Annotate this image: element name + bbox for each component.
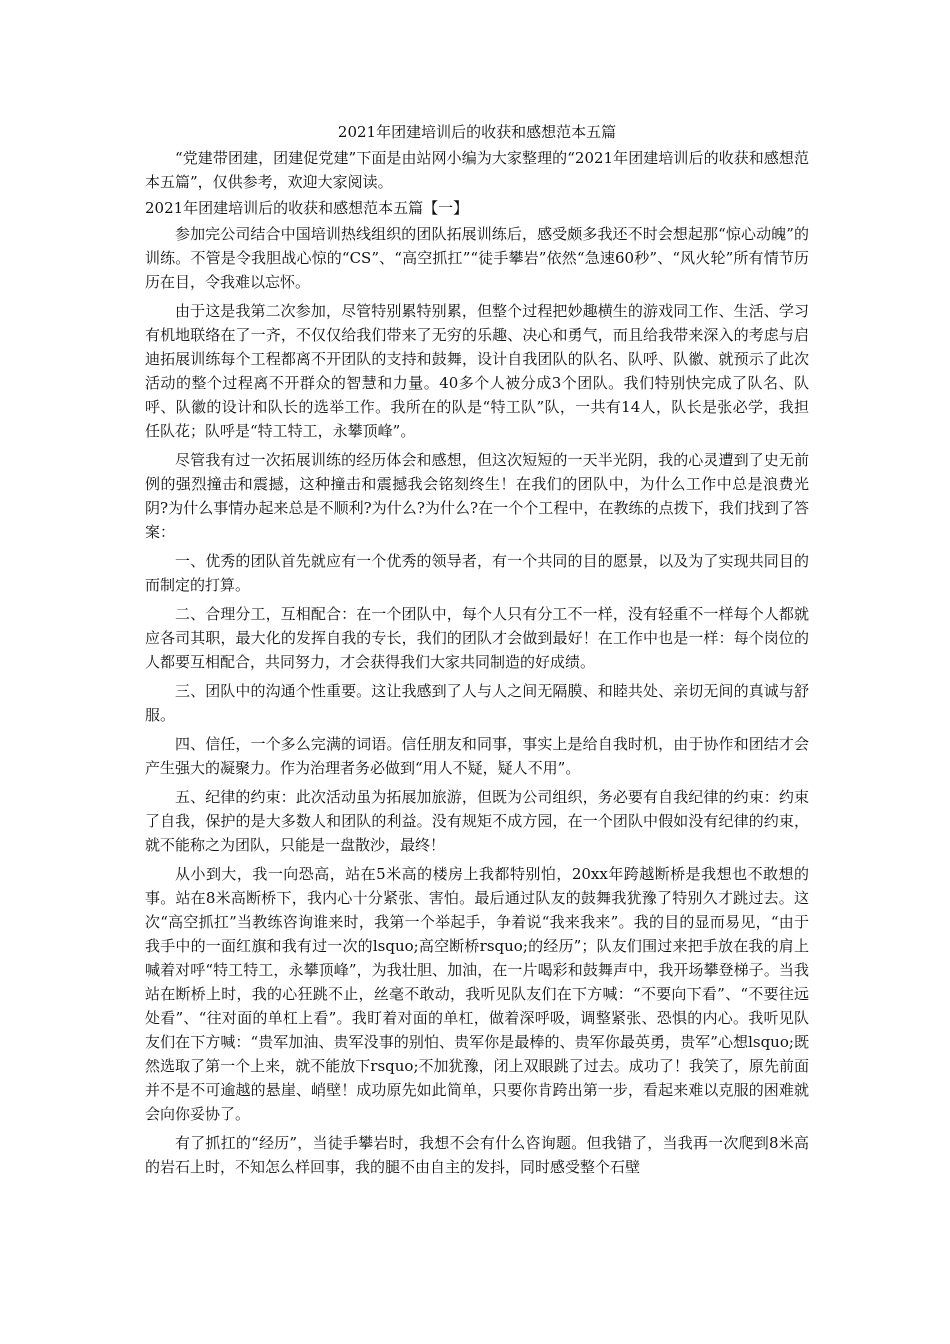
document-page xyxy=(145,120,809,1184)
body-paragraph: 二、合理分工，互相配合：在一个团队中，每个人只有分工不一样，没有轻重不一样每个人都就应各司其职，最大化的发挥自我的专长，我们的团队才会做到最好！在工作中也是一样：每个岗位的人都要互相配合，共同努力，才会获得我们大家共同制造的好成绩。 xyxy=(145,605,809,671)
body-paragraph: 参加完公司结合中国培训热线组织的团队拓展训练后，感受颇多我还不时会想起那“惊心动魄”的训练。不管是令我胆战心惊的“CS”、“高空抓扛”“徒手攀岩”依然“急速60秒”、“风火轮”所有情节历历在目，令我难以忘怀。 xyxy=(145,225,809,291)
body-paragraph: 从小到大，我一向恐高，站在5米高的楼房上我都特别怕，20xx年跨越断桥是我想也不敢想的事。站在8米高断桥下，我内心十分紧张、害怕。最后通过队友的鼓舞我犹豫了特别久才跳过去。这次“高空抓扛”当教练咨询谁来时，我第一个举起手，争着说“我来我来”。我的目的显而易见，“由于我手中的一面红旗和我有过一次的lsquo;高空断桥rsquo;的经历”；队友们围过来把手放在我的肩上喊着对呼“特工特工，永攀顶峰”，为我壮胆、加油，在一片喝彩和鼓舞声中，我开场攀登梯子。当我站在断桥上时，我的心狂跳不止，丝毫不敢动，我听见队友们在下方喊：“不要向下看”、“不要往远处看”、“往对面的单杠上看”。我盯着对面的单杠，做着深呼吸，调整紧张、恐惧的内心。我听见队友们在下方喊：“贵军加油、贵军没事的别怕、贵军你是最棒的、贵军你最英勇，贵军”心想lsquo;既然选取了第一个上来，就不能放下rsquo;不加犹豫，闭上双眼跳了过去。成功了！我笑了，原先前面并不是不可逾越的悬崖、峭壁！成功原先如此简单，只要你肯跨出第一步，看起来难以克服的困难就会向你妥协了。 xyxy=(145,865,809,1123)
body-paragraph: 四、信任，一个多么完满的词语。信任朋友和同事，事实上是给自我时机，由于协作和团结才会产生强大的凝聚力。作为治理者务必做到“用人不疑，疑人不用”。 xyxy=(145,735,809,777)
document-title: 2021年团建培训后的收获和感想范本五篇 xyxy=(337,123,617,141)
body-paragraph: 有了抓扛的“经历”，当徒手攀岩时，我想不会有什么咨询题。但我错了，当我再一次爬到8米高的岩石上时，不知怎么样回事，我的腿不由自主的发抖，同时感受整个石壁 xyxy=(145,1134,809,1176)
intro-paragraph: “党建带团建，团建促党建”下面是由站网小编为大家整理的“2021年团建培训后的收获和感想范本五篇”，仅供参考，欢迎大家阅读。 xyxy=(145,149,809,191)
section-heading: 2021年团建培训后的收获和感想范本五篇【一】 xyxy=(145,199,469,217)
body-paragraph: 一、优秀的团队首先就应有一个优秀的领导者，有一个共同的目的愿景，以及为了实现共同目的而制定的打算。 xyxy=(145,552,809,594)
body-paragraph: 三、团队中的沟通个性重要。这让我感到了人与人之间无隔膜、和睦共处、亲切无间的真诚与舒服。 xyxy=(145,682,809,724)
body-paragraph: 尽管我有过一次拓展训练的经历体会和感想，但这次短短的一天半光阴，我的心灵遭到了史无前例的强烈撞击和震撼，这种撞击和震撼我会铭刻终生！在我们的团队中，为什么工作中总是浪费光阴?为什么事情办起来总是不顺利?为什么?为什么?在一个个工程中，在教练的点拨下，我们找到了答案： xyxy=(145,451,809,541)
body-paragraph: 五、纪律的约束：此次活动虽为拓展加旅游，但既为公司组织，务必要有自我纪律的约束：约束了自我，保护的是大多数人和团队的利益。没有规矩不成方园，在一个团队中假如没有纪律的约束，就不能称之为团队，只能是一盘散沙，最终！ xyxy=(145,788,809,854)
body-paragraph: 由于这是我第二次参加，尽管特别累特别累，但整个过程把妙趣横生的游戏同工作、生活、学习有机地联络在了一齐，不仅仅给我们带来了无穷的乐趣、决心和勇气，而且给我带来深入的考虑与启迪拓展训练每个工程都离不开团队的支持和鼓舞，设计自我团队的队名、队呼、队徽、就预示了此次活动的整个过程离不开群众的智慧和力量。40多个人被分成3个团队。我们特别快完成了队名、队呼、队徽的设计和队长的选举工作。我所在的队是“特工队”队，一共有14人，队长是张必学，我担任队花；队呼是“特工特工，永攀顶峰”。 xyxy=(145,302,809,440)
